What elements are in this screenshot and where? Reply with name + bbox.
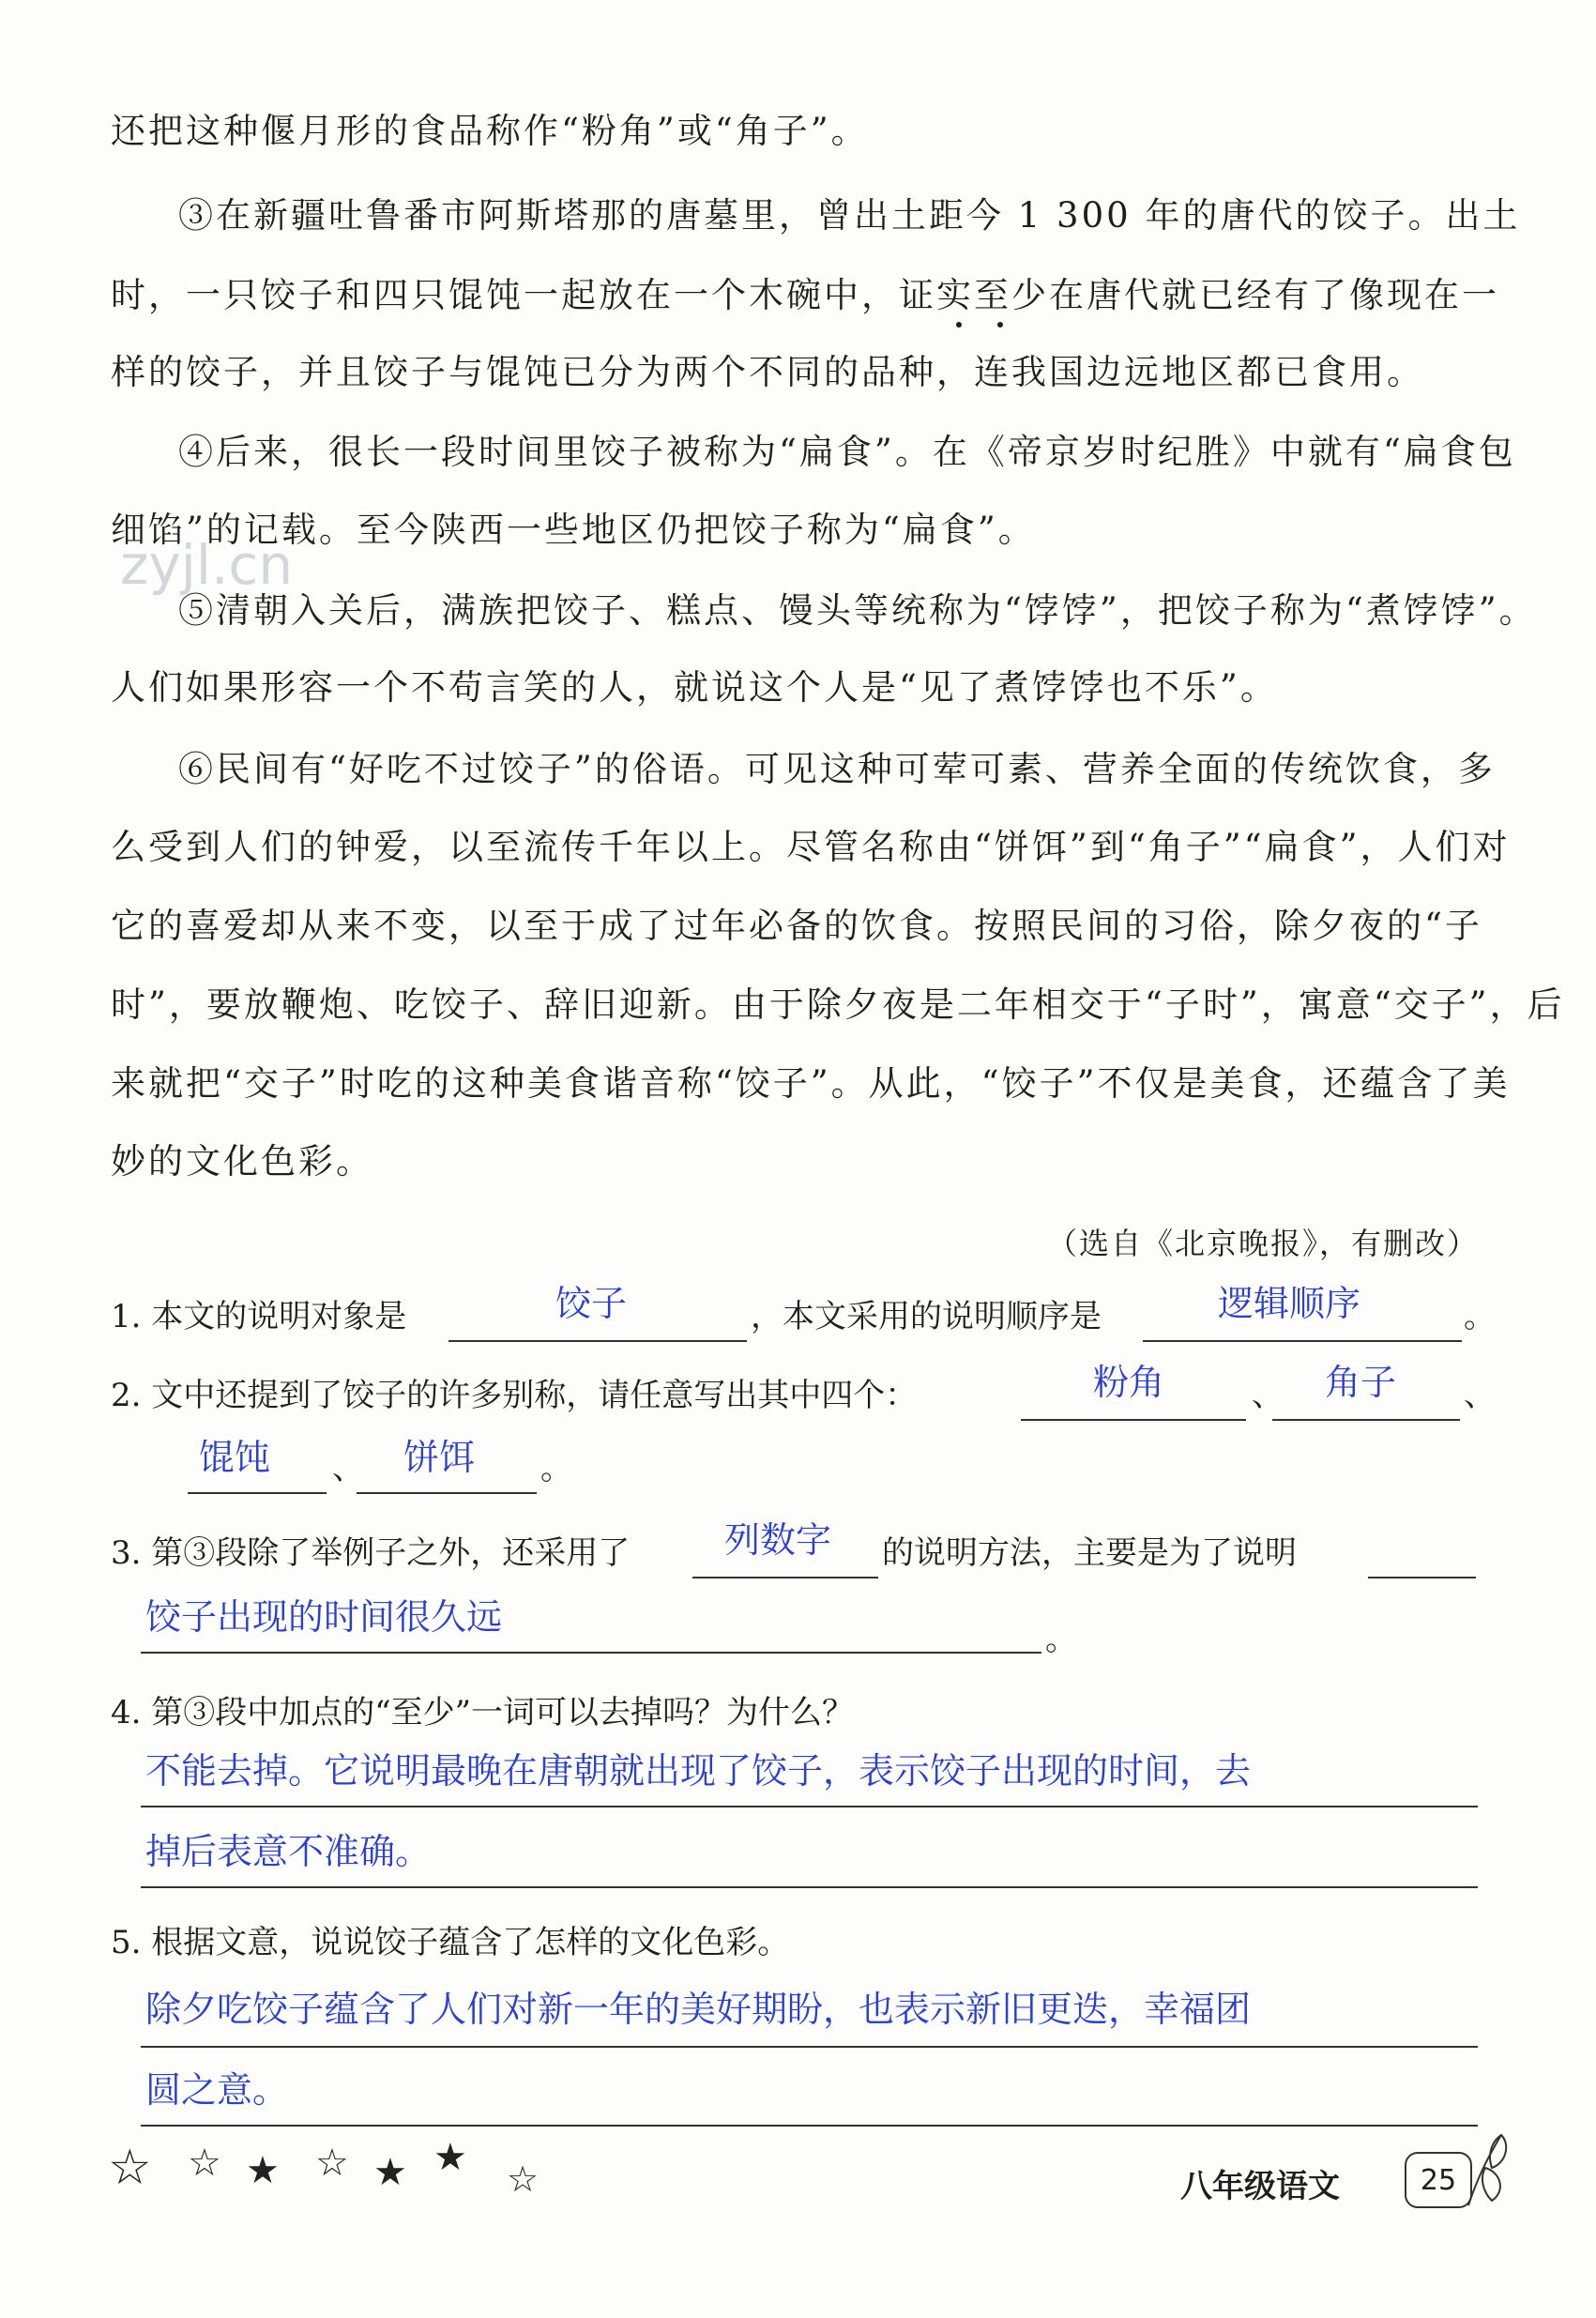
question-4-answer-line-1: 不能去掉。它说明最晚在唐朝就出现了饺子，表示饺子出现的时间，去: [145, 1750, 1252, 1792]
question-5-answer-line-1: 除夕吃饺子蕴含了人们对新一年的美好期盼，也表示新旧更迭，幸福团: [145, 1989, 1252, 2030]
question-2-blank-2[interactable]: [1272, 1419, 1460, 1421]
star-icon: ☆: [315, 2142, 349, 2185]
question-1-end: 。: [1464, 1298, 1496, 1335]
question-1-answer-1: 饺子: [555, 1283, 628, 1324]
question-5-prompt: 5. 根据文意，说说饺子蕴含了怎样的文化色彩。: [111, 1924, 790, 1961]
paragraph-6-line-4: 时”，要放鞭炮、吃饺子、辞旧迎新。由于除夕夜是二年相交于“子时”，寓意“交子”，后: [111, 984, 1565, 1025]
star-icon: ★: [373, 2151, 407, 2194]
paragraph-6-line-5: 来就把“交子”时吃的这种美食谐音称“饺子”。从此，“饺子”不仅是美食，还蕴含了美: [111, 1063, 1511, 1104]
paragraph-3-line-3: 样的饺子，并且饺子与馄饨已分为两个不同的品种，连我国边远地区都已食用。: [111, 352, 1424, 392]
question-3-end: 。: [1045, 1621, 1077, 1658]
leaf-decoration-icon: [1459, 2121, 1515, 2215]
question-2-prompt: 2. 文中还提到了饺子的许多别称，请任意写出其中四个：: [111, 1377, 918, 1414]
question-3-blank-2[interactable]: [141, 1652, 1041, 1654]
star-icon: ☆: [507, 2158, 540, 2200]
question-4-answer-line-2: 掉后表意不准确。: [145, 1831, 432, 1872]
question-1-blank-1[interactable]: [448, 1340, 747, 1342]
watermark-logo: zyjl.cn: [120, 533, 294, 597]
star-icon: ★: [246, 2149, 280, 2192]
emphasis-dot: [997, 322, 1003, 328]
page-number: 25: [1405, 2152, 1472, 2208]
question-3-answer-1: 列数字: [724, 1519, 832, 1561]
separator: 、: [332, 1450, 364, 1487]
grade-subject-label: 八年级语文: [1180, 2168, 1340, 2205]
question-3-answer-2: 饺子出现的时间很久远: [145, 1596, 503, 1638]
question-5-answer-line-2: 圆之意。: [145, 2069, 289, 2111]
answer-line[interactable]: [141, 1806, 1478, 1807]
paragraph-3-line-1: ③在新疆吐鲁番市阿斯塔那的唐墓里，曾出土距今 1 300 年的唐代的饺子。出土: [178, 195, 1521, 236]
question-2-answer-1: 粉角: [1093, 1362, 1165, 1403]
paragraph-5-line-2: 人们如果形容一个不苟言笑的人，就说这个人是“见了煮饽饽也不乐”。: [111, 667, 1278, 708]
question-4-prompt: 4. 第③段中加点的“至少”一词可以去掉吗？为什么？: [111, 1694, 855, 1731]
question-2-answer-2: 角子: [1325, 1362, 1397, 1403]
answer-line[interactable]: [141, 2125, 1478, 2127]
question-2-end: 。: [540, 1450, 572, 1487]
star-icon: ★: [433, 2136, 467, 2179]
paragraph-6-line-6: 妙的文化色彩。: [111, 1141, 373, 1182]
question-3-prompt-2: 的说明方法，主要是为了说明: [882, 1534, 1297, 1572]
emphasis-dot: [956, 322, 962, 328]
question-2-answer-3: 馄饨: [199, 1437, 271, 1478]
paragraph-4-line-1: ④后来，很长一段时间里饺子被称为“扁食”。在《帝京岁时纪胜》中就有“扁食包: [178, 432, 1516, 472]
paragraph-6-line-1: ⑥民间有“好吃不过饺子”的俗语。可见这种可荤可素、营养全面的传统饮食，多: [178, 749, 1496, 789]
paragraph-4-line-2: 细馅”的记载。至今陕西一些地区仍把饺子称为“扁食”。: [111, 510, 1036, 550]
answer-line[interactable]: [141, 2046, 1478, 2048]
question-1-prompt: 1. 本文的说明对象是: [111, 1298, 407, 1335]
question-3-prompt: 3. 第③段除了举例子之外，还采用了: [111, 1534, 631, 1572]
star-icon: ☆: [108, 2140, 152, 2196]
paragraph-6-line-2: 么受到人们的钟爱，以至流传千年以上。尽管名称由“饼饵”到“角子”“扁食”，人们对: [111, 827, 1511, 867]
paragraph-6-line-3: 它的喜爱却从来不变，以至于成了过年必备的饮食。按照民间的习俗，除夕夜的“子: [111, 906, 1482, 946]
separator: 、: [1464, 1377, 1496, 1414]
paragraph-3-line-2: 时，一只饺子和四只馄饨一起放在一个木碗中，证实至少在唐代就已经有了像现在一: [111, 275, 1499, 315]
answer-line[interactable]: [141, 1886, 1478, 1888]
source-citation: （选自《北京晚报》，有删改）: [1046, 1226, 1479, 1261]
question-2-answer-4: 饼饵: [403, 1437, 476, 1478]
separator: 、: [1252, 1377, 1284, 1414]
paragraph-5-line-1: ⑤清朝入关后，满族把饺子、糕点、馒头等统称为“饽饽”，把饺子称为“煮饽饽”。: [178, 590, 1537, 631]
question-1-blank-2[interactable]: [1143, 1340, 1462, 1342]
question-2-blank-4[interactable]: [357, 1492, 537, 1494]
question-2-blank-1[interactable]: [1021, 1419, 1246, 1421]
question-2-blank-3[interactable]: [188, 1492, 327, 1494]
question-1-prompt-2: ，本文采用的说明顺序是: [751, 1298, 1102, 1335]
question-3-blank-2-start[interactable]: [1368, 1577, 1476, 1578]
star-icon: ☆: [188, 2142, 221, 2185]
question-3-blank-1[interactable]: [692, 1577, 878, 1578]
passage-line: 还把这种偃月形的食品称作“粉角”或“角子”。: [111, 111, 869, 151]
question-1-answer-2: 逻辑顺序: [1218, 1283, 1361, 1324]
